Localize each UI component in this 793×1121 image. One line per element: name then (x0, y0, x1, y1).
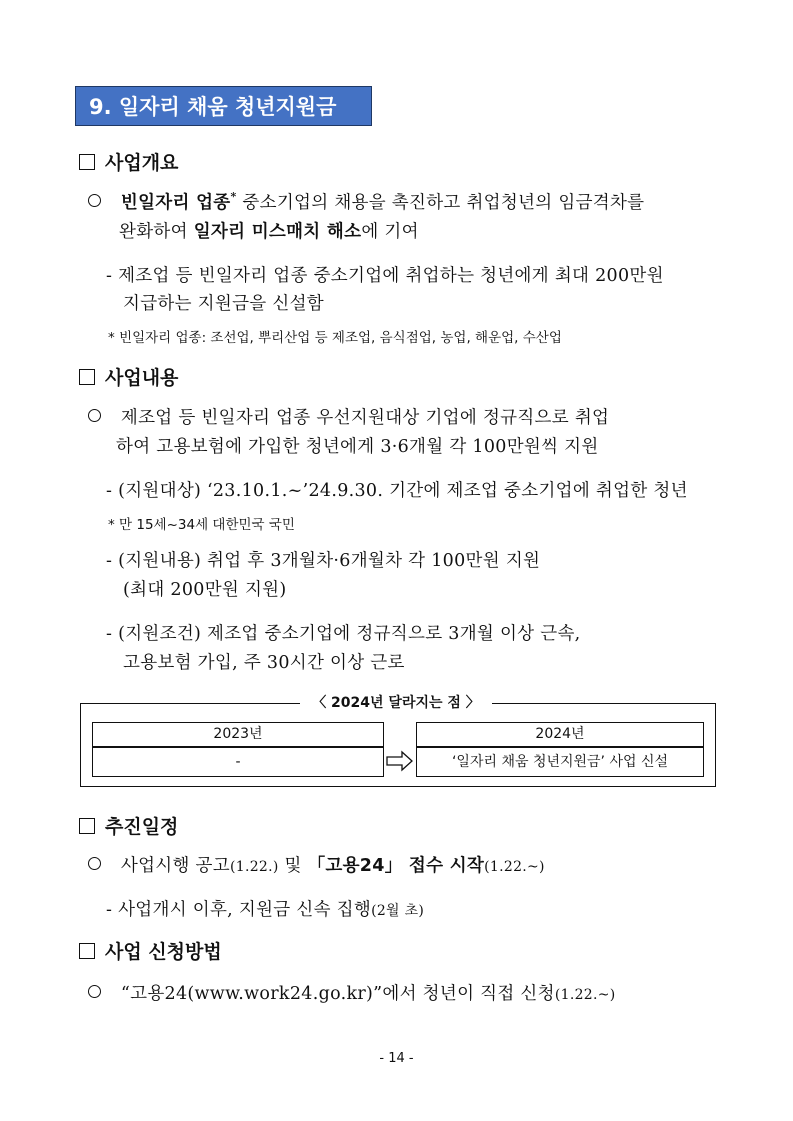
body-text: 완화하여 (119, 222, 194, 242)
date-text: (2월 초) (371, 903, 425, 919)
comparison-value-2023: - (92, 747, 384, 777)
overview-dash-line1: - 제조업 등 빈일자리 업종 중소기업에 취업하는 청년에게 최대 200만원 (106, 266, 664, 286)
date-text: (1.22.~) (554, 987, 616, 1003)
right-arrow-icon (385, 750, 415, 772)
overview-bullet-line1 (88, 189, 644, 214)
page-number: - 14 - (379, 1051, 414, 1066)
body-text: “고용24(www.work24.go.kr)”에서 청년이 직접 신청 (120, 984, 555, 1004)
body-text: 중소기업의 채용을 촉진하고 취업청년의 임금격차를 (236, 193, 645, 213)
comparison-value-2024: ‘일자리 채움 청년지원금’ 사업 신설 (416, 747, 704, 777)
section-schedule-heading (79, 812, 178, 839)
section-heading-text: 사업개요 (105, 152, 179, 174)
overview-footnote: * 빈일자리 업종: 조선업, 뿌리산업 등 제조업, 음식점업, 농업, 해운업, 수산업 (108, 330, 562, 346)
content-bullet-line2: 하여 고용보험에 가입한 청년에게 3·6개월 각 100만원씩 지원 (116, 437, 599, 457)
body-text: 및 (278, 856, 308, 876)
body-text: 에 기여 (361, 222, 419, 242)
emphasis-text: 일자리 미스매치 해소 (193, 222, 362, 242)
overview-dash-line2: 지급하는 지원금을 신설함 (123, 294, 324, 314)
content-condition-line1: - (지원조건) 제조업 중소기업에 정규직으로 3개월 이상 근속, (106, 624, 581, 644)
circle-bullet-icon (88, 985, 101, 998)
body-text: - 사업개시 이후, 지원금 신속 집행 (106, 900, 372, 920)
body-text: 제조업 등 빈일자리 업종 우선지원대상 기업에 정규직으로 취업 (120, 408, 610, 428)
content-detail-line1: - (지원내용) 취업 후 3개월차·6개월차 각 100만원 지원 (106, 551, 541, 571)
section-content-heading (79, 363, 178, 390)
square-bullet-icon (79, 369, 95, 385)
apply-bullet (88, 980, 616, 1005)
section-overview-heading (79, 148, 178, 175)
body-text: 사업시행 공고 (120, 856, 230, 876)
footnote-marker: * (230, 190, 237, 203)
section-heading-text: 추진일정 (105, 816, 179, 838)
square-bullet-icon (79, 154, 95, 170)
overview-bullet-line2 (119, 218, 419, 243)
comparison-header-2024: 2024년 (416, 722, 704, 747)
date-text: (1.22.~) (484, 859, 545, 875)
schedule-bullet (88, 852, 545, 877)
content-detail-line2: (최대 200만원 지원) (123, 580, 287, 600)
section-heading-text: 사업 신청방법 (105, 941, 222, 963)
content-bullet-line1 (88, 404, 609, 429)
emphasis-text: 「고용24」 접수 시작 (307, 856, 485, 876)
circle-bullet-icon (88, 194, 101, 207)
circle-bullet-icon (88, 409, 101, 422)
square-bullet-icon (79, 943, 95, 959)
emphasis-text: 빈일자리 업종 (120, 193, 231, 213)
content-condition-line2: 고용보험 가입, 주 30시간 이상 근로 (123, 653, 405, 673)
circle-bullet-icon (88, 857, 101, 870)
date-text: (1.22.) (229, 859, 279, 875)
comparison-title: 〈 2024년 달라지는 점 〉 (300, 692, 492, 712)
page-title: 9. 일자리 채움 청년지원금 (75, 86, 372, 126)
square-bullet-icon (79, 818, 95, 834)
content-target-note: * 만 15세~34세 대한민국 국민 (108, 517, 295, 533)
section-apply-heading (79, 937, 222, 964)
content-target: - (지원대상) ‘23.10.1.~’24.9.30. 기간에 제조업 중소기업에 취업한 청년 (106, 481, 688, 501)
schedule-dash (106, 896, 424, 921)
section-heading-text: 사업내용 (105, 367, 179, 389)
comparison-header-2023: 2023년 (92, 722, 384, 747)
